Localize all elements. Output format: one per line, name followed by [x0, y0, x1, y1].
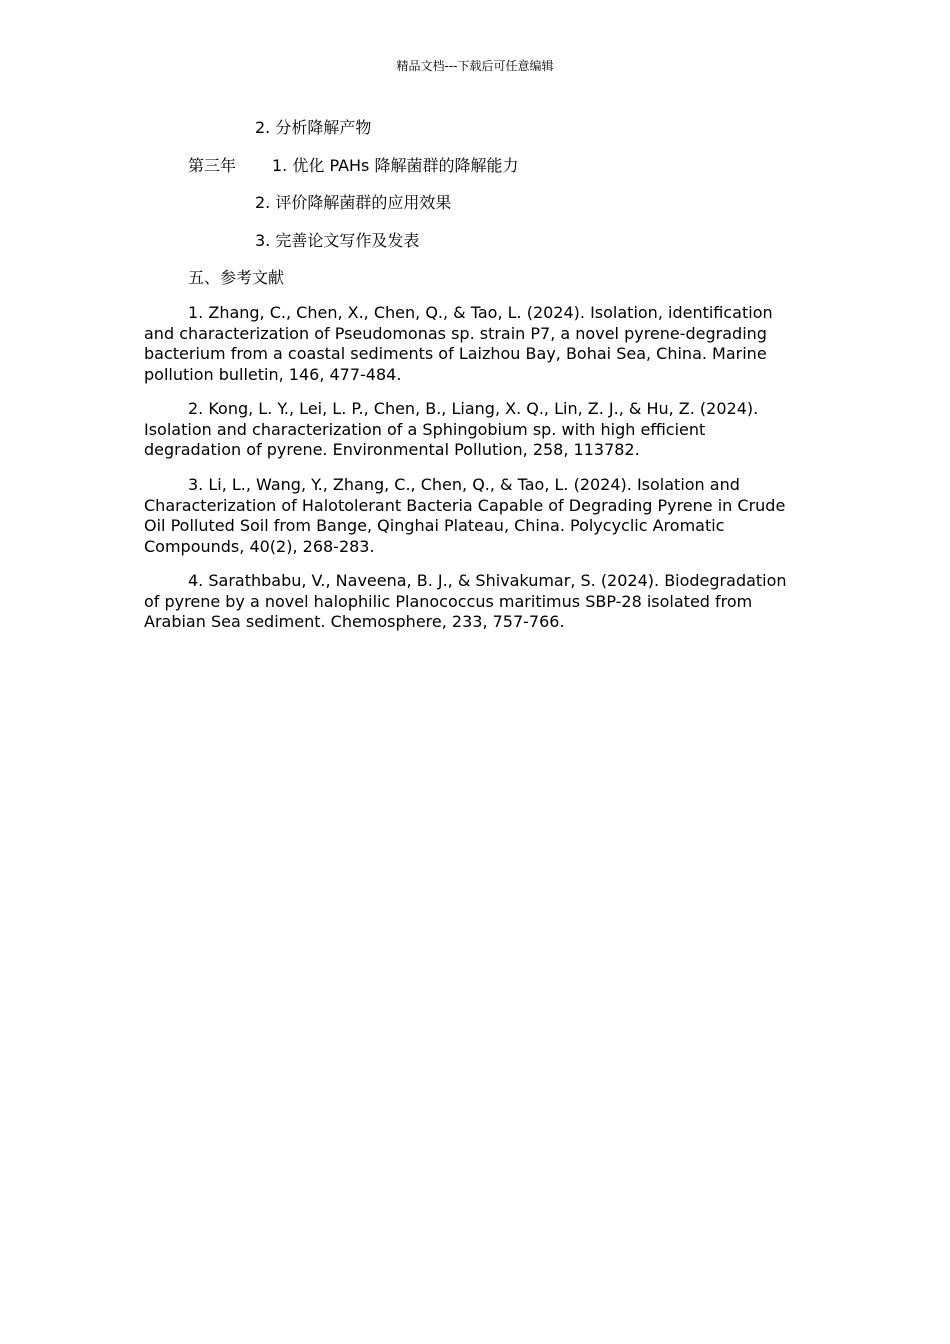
page-header: 精品文档---下载后可任意编辑 — [396, 59, 554, 73]
reference-item-3: 3. Li, L., Wang, Y., Zhang, C., Chen, Q., & Tao, L. (2024). Isolation and Characterization of Halotolerant Bacteria Capable of Degrading Pyrene in Crude Oil Polluted Soil from Bange, Qinghai Plateau, China. Polycyclic Aromatic Compounds, 40(2), 268-283. — [144, 475, 786, 556]
references-heading: 五、参考文献 — [188, 268, 285, 287]
year-three-item-2: 2. 评价降解菌群的应用效果 — [255, 193, 452, 212]
year-three-item-1: 1. 优化 PAHs 降解菌群的降解能力 — [272, 156, 519, 175]
reference-item-4: 4. Sarathbabu, V., Naveena, B. J., & Shivakumar, S. (2024). Biodegradation of pyrene by a novel halophilic Planococcus maritimus SBP-28 isolated from Arabian Sea sediment. Chemosphere, 233, 757-766. — [144, 571, 787, 631]
plan-item-analyze-products: 2. 分析降解产物 — [255, 118, 372, 137]
year-three-item-3: 3. 完善论文写作及发表 — [255, 231, 420, 250]
reference-item-1: 1. Zhang, C., Chen, X., Chen, Q., & Tao, L. (2024). Isolation, identification and characterization of Pseudomonas sp. strain P7, a novel pyrene-degrading bacterium from a coastal sediments of Laizhou Bay, Bohai Sea, China. Marine pollution bulletin, 146, 477-484. — [144, 303, 773, 384]
year-three-label: 第三年 — [188, 156, 237, 175]
reference-item-2: 2. Kong, L. Y., Lei, L. P., Chen, B., Liang, X. Q., Lin, Z. J., & Hu, Z. (2024). Isolation and characterization of a Sphingobium sp. with high efficient degradation of pyrene. Environmental Pollution, 258, 113782. — [144, 399, 759, 459]
